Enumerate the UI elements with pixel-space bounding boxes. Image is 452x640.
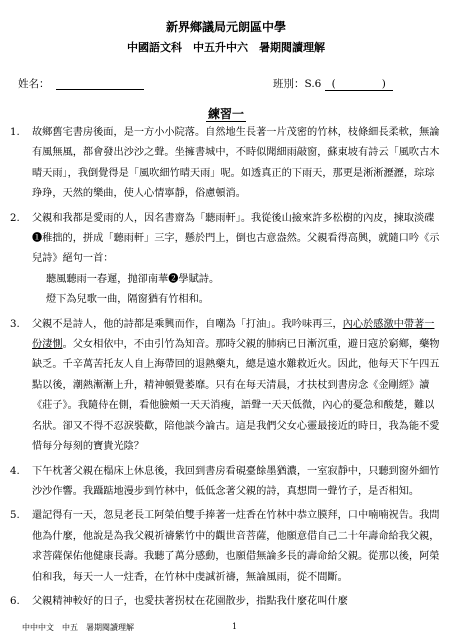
paragraph-number: 2.	[10, 212, 20, 224]
paragraph-3	[10, 315, 442, 458]
paragraph-text: 父親不是詩人，他的詩都是乘興而作，自嘲為「打油」。我吟味再三，	[32, 318, 343, 330]
paragraph-4	[10, 462, 442, 503]
paragraph-text: 父親和我都是愛雨的人，因名書齋為「聽雨軒」。我從後山撿來許多松樹的內皮，揀取淡碟❶稚拙的，拼成「聽雨軒」三字，懸於門上，倒也古意盎然。父親看得高興，就隨口吟《示兒詩》絕句一首：	[32, 212, 440, 265]
poem-line-2: 燈下為兒歌一曲，隔窗猶有竹相和。	[46, 294, 209, 306]
class-number-field[interactable]	[325, 78, 393, 91]
paragraph-text: 故鄉舊宅書房後面，是一方小小院落。自然地生長著一片茂密的竹林，枝條細長柔軟，無論有風無風，都會發出沙沙之聲。坐擁書城中，不時似聞細雨敲窗，蘇東坡有詩云「風吹古木晴天雨」，我倒覺得是「風吹細竹晴天雨」呢。如透真正的下雨天，那更是淅淅瀝瀝，琮琮琤琤，天然的樂曲，使人心情寧靜，俗慮頓消。	[32, 127, 440, 200]
name-field[interactable]	[56, 89, 144, 90]
paragraph-number: 6.	[10, 595, 20, 607]
paragraph-number: 3.	[10, 318, 20, 330]
paragraph-2	[10, 209, 442, 311]
class-block	[273, 76, 393, 91]
page-footer	[22, 622, 432, 634]
school-name: 新界鄉議局元朗區中學	[165, 20, 286, 34]
paragraph-number: 5.	[10, 510, 20, 522]
passage	[10, 123, 442, 616]
class-number-open: (	[331, 78, 336, 90]
paragraph-text: 還記得有一天，忽見老長工阿榮伯雙手捧著一炷香在竹林中恭立膜拜，口中喃喃祝告。我問他為什麼，他說是為我父親祈禱紫竹中的觀世音菩薩，他願意借自己二十年壽命給我父親，求菩薩保佑他健康長壽。我聽了萬分感動，也願借無論多長的壽命給父親。從那以後，阿榮伯和我，每天一人一炷香，在竹林中虔誠祈禱，無論風雨，從不間斷。	[32, 510, 440, 583]
paragraph-text: 下午枕著父親在榻床上休息後，我回到書房看硯臺餘墨猶濃，一室寂靜中，只聽到窗外細竹沙沙作響。我躡踮地漫步到竹林中，低低念著父親的詩，真想問一聲竹子，是否相知。	[32, 465, 440, 497]
worksheet-subtitle: 中國語文科 中五升中六 暑期閱讀理解	[127, 41, 325, 54]
paragraph-text: 父親精神較好的日子，也愛扶著拐杖在花園散步，指點我什麼花叫什麼	[32, 595, 348, 607]
paragraph-5	[10, 506, 442, 588]
paragraph-number: 4.	[10, 465, 20, 477]
paragraph-text-continued: 。父女相依中，不由引竹為知音。那時父親的肺病已日漸沉重，避日寇於窮鄉，藥物缺乏。千辛萬苦托友人自上海帶回的退熱藥丸，總是遠水難救近火。因此，他每天下午四五點以後，潮熱漸漸上升，精神頓覺萎靡。只有在每天清晨，才扶杖到書房念《金剛經》讀《莊子》。我隨侍在側，看他臉頰一天天消瘦，語聲一天天低微，內心的憂急和酸楚，難以名狀。卻又不得不忍淚裝歡，陪他談今論古。這是我們父女心靈最接近的時日，我為能不愛惜每分每刻的寶貴光陰？	[32, 339, 440, 453]
page-number: 1	[232, 622, 238, 631]
poem-line-1: 聽風聽雨一春遲，抛卻南華❷學賦詩。	[46, 273, 220, 285]
paragraph-6	[10, 592, 442, 612]
student-info-row	[18, 76, 426, 92]
underlined-phrase: 內心於感激中帶著一份淒惻	[32, 318, 435, 351]
class-number-close: )	[381, 78, 386, 90]
paragraph-number: 1.	[10, 127, 20, 138]
footer-course: 中中中文 中五 暑期閱讀理解	[22, 623, 134, 632]
paragraph-1	[10, 123, 442, 205]
class-label: 班別：S.6	[273, 78, 322, 90]
name-label: 姓名：	[18, 78, 50, 90]
exercise-title: 練習一	[207, 107, 244, 121]
